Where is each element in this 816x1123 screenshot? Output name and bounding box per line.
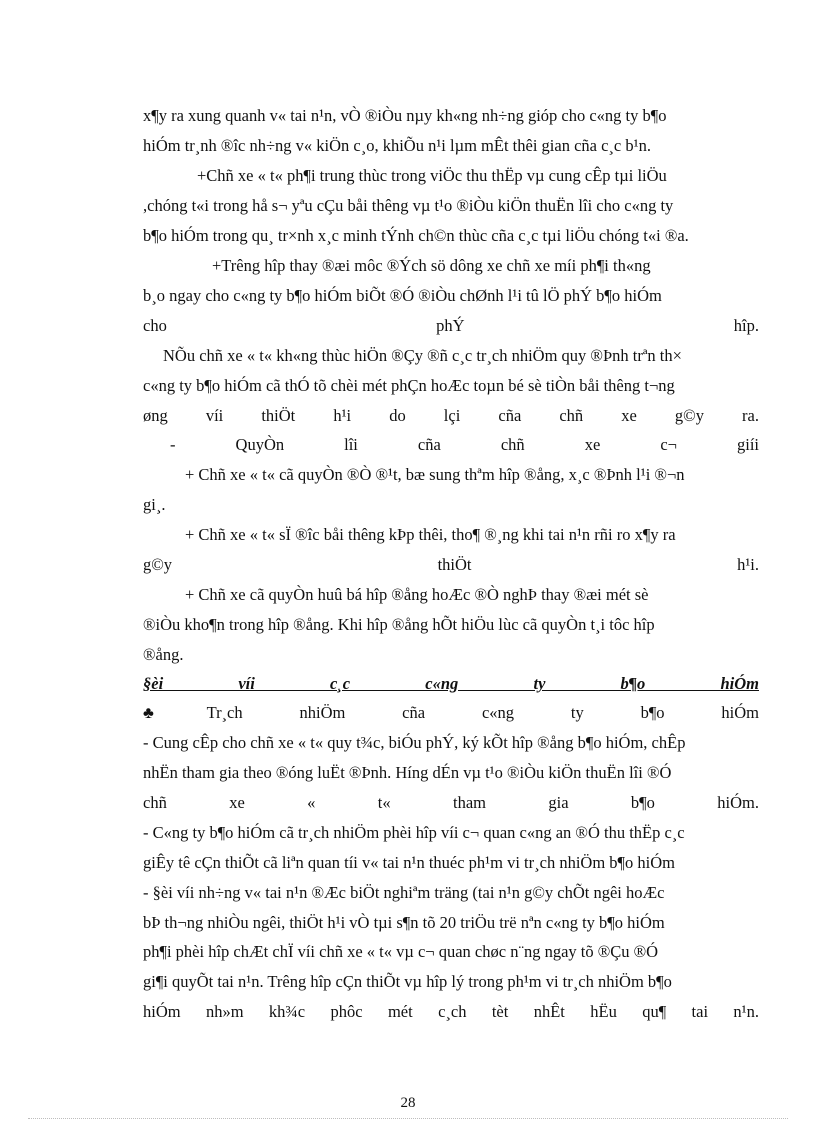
text-line: chñ xe « t« tham gia b¶o hiÓm.	[143, 793, 759, 812]
text-line: ®ång.	[143, 645, 184, 664]
text-line: + Chñ xe « t« sÏ ®îc båi thêng kÞp thêi, tho¶ ®¸ng khi tai n¹n rñi ro x¶y ra	[185, 525, 676, 544]
section-heading: §èi víi c¸c c«ng ty b¶o hiÓm	[143, 674, 759, 693]
text-line: c«ng ty b¶o hiÓm cã thÓ tõ chèi mét phÇn hoÆc toµn bé sè tiÒn båi thêng t¬ng	[143, 376, 675, 395]
text-line: - C«ng ty b¶o hiÓm cã tr¸ch nhiÖm phèi hîp víi c¬ quan c«ng an ®Ó thu thËp c¸c	[143, 823, 685, 842]
text-line: +Chñ xe « t« ph¶i trung thùc trong viÖc thu thËp vµ cung cÊp tµi liÖu	[197, 166, 667, 185]
text-line: b¶o hiÓm trong qu¸ tr×nh x¸c minh tÝnh ch©n thùc cña c¸c tµi liÖu chóng t«i ®a.	[143, 226, 689, 245]
text-line: ,chóng t«i trong hå s¬ yªu cÇu båi thêng vµ t¹o ®iÒu kiÖn thuËn lîi cho c«ng ty	[143, 196, 674, 215]
text-line: cho phÝ hîp.	[143, 316, 759, 335]
text-line: + Chñ xe « t« cã quyÒn ®Ò ®¹t, bæ sung thªm hîp ®ång, x¸c ®Þnh l¹i ®¬n	[185, 465, 685, 484]
text-line: g©y thiÖt h¹i.	[143, 555, 759, 574]
text-line: x¶y ra xung quanh v« tai n¹n, vÒ ®iÒu nµy kh«ng nh÷ng gióp cho c«ng ty b¶o	[143, 106, 667, 125]
text-line: gi¶i quyÕt tai n¹n. Trêng hîp cÇn thiÕt vµ hîp lý trong ph¹m vi tr¸ch nhiÖm b¶o	[143, 972, 672, 991]
text-line: b¸o ngay cho c«ng ty b¶o hiÓm biÕt ®Ó ®iÒu chØnh l¹i tû lÖ phÝ b¶o hiÓm	[143, 286, 662, 305]
text-line: +Trêng hîp thay ®æi môc ®Ých sö dông xe chñ xe míi ph¶i th«ng	[212, 256, 651, 275]
text-line: ♣Tr¸ch nhiÖm cña c«ng ty b¶o hiÓm	[143, 703, 759, 722]
text-line: ®iÒu kho¶n trong hîp ®ång. Khi hîp ®ång hÕt hiÖu lùc cã quyÒn t¸i tôc hîp	[143, 615, 655, 634]
text-line: bÞ th¬ng nhiÒu ngêi, thiÖt h¹i vÒ tµi s¶n tõ 20 triÖu trë nªn c«ng ty b¶o hiÓm	[143, 913, 665, 932]
footer-divider	[28, 1118, 788, 1119]
text-line: + Chñ xe cã quyÒn huû bá hîp ®ång hoÆc ®Ò nghÞ thay ®æi mét sè	[185, 585, 649, 604]
text-line: øng víi thiÖt h¹i do lçi cña chñ xe g©y ra.	[143, 406, 759, 425]
text-line: - §èi víi nh÷ng v« tai n¹n ®Æc biÖt nghiªm träng (tai n¹n g©y chÕt ngêi hoÆc	[143, 883, 665, 902]
text-line: ph¶i phèi hîp chÆt chÏ víi chñ xe « t« vµ c¬ quan chøc n¨ng ngay tõ ®Çu ®Ó	[143, 942, 659, 961]
page-number: 28	[400, 1095, 416, 1111]
text-line: hiÓm nh»m kh¾c phôc mét c¸ch tèt nhÊt hËu qu¶ tai n¹n.	[143, 1002, 759, 1021]
text-line: - Cung cÊp cho chñ xe « t« quy t¾c, biÓu phÝ, ký kÕt hîp ®ång b¶o hiÓm, chÊp	[143, 733, 686, 752]
text-line: - QuyÒn lîi cña chñ xe c¬ giíi	[170, 435, 759, 454]
text-line: hiÓm tr¸nh ®îc nh÷ng v« kiÖn c¸o, khiÕu n¹i lµm mÊt thêi gian cña c¸c b¹n.	[143, 136, 651, 155]
text-line: NÕu chñ xe « t« kh«ng thùc hiÖn ®Çy ®ñ c¸c tr¸ch nhiÖm quy ®Þnh trªn th×	[163, 346, 682, 365]
text-line: giÊy tê cÇn thiÕt cã liªn quan tíi v« tai n¹n thuéc ph¹m vi tr¸ch nhiÖm b¶o hiÓm	[143, 853, 675, 872]
text-line: gi¸.	[143, 495, 166, 514]
text-line: nhËn tham gia theo ®óng luËt ®Þnh. Híng dÉn vµ t¹o ®iÒu kiÖn thuËn lîi ®Ó	[143, 763, 672, 782]
